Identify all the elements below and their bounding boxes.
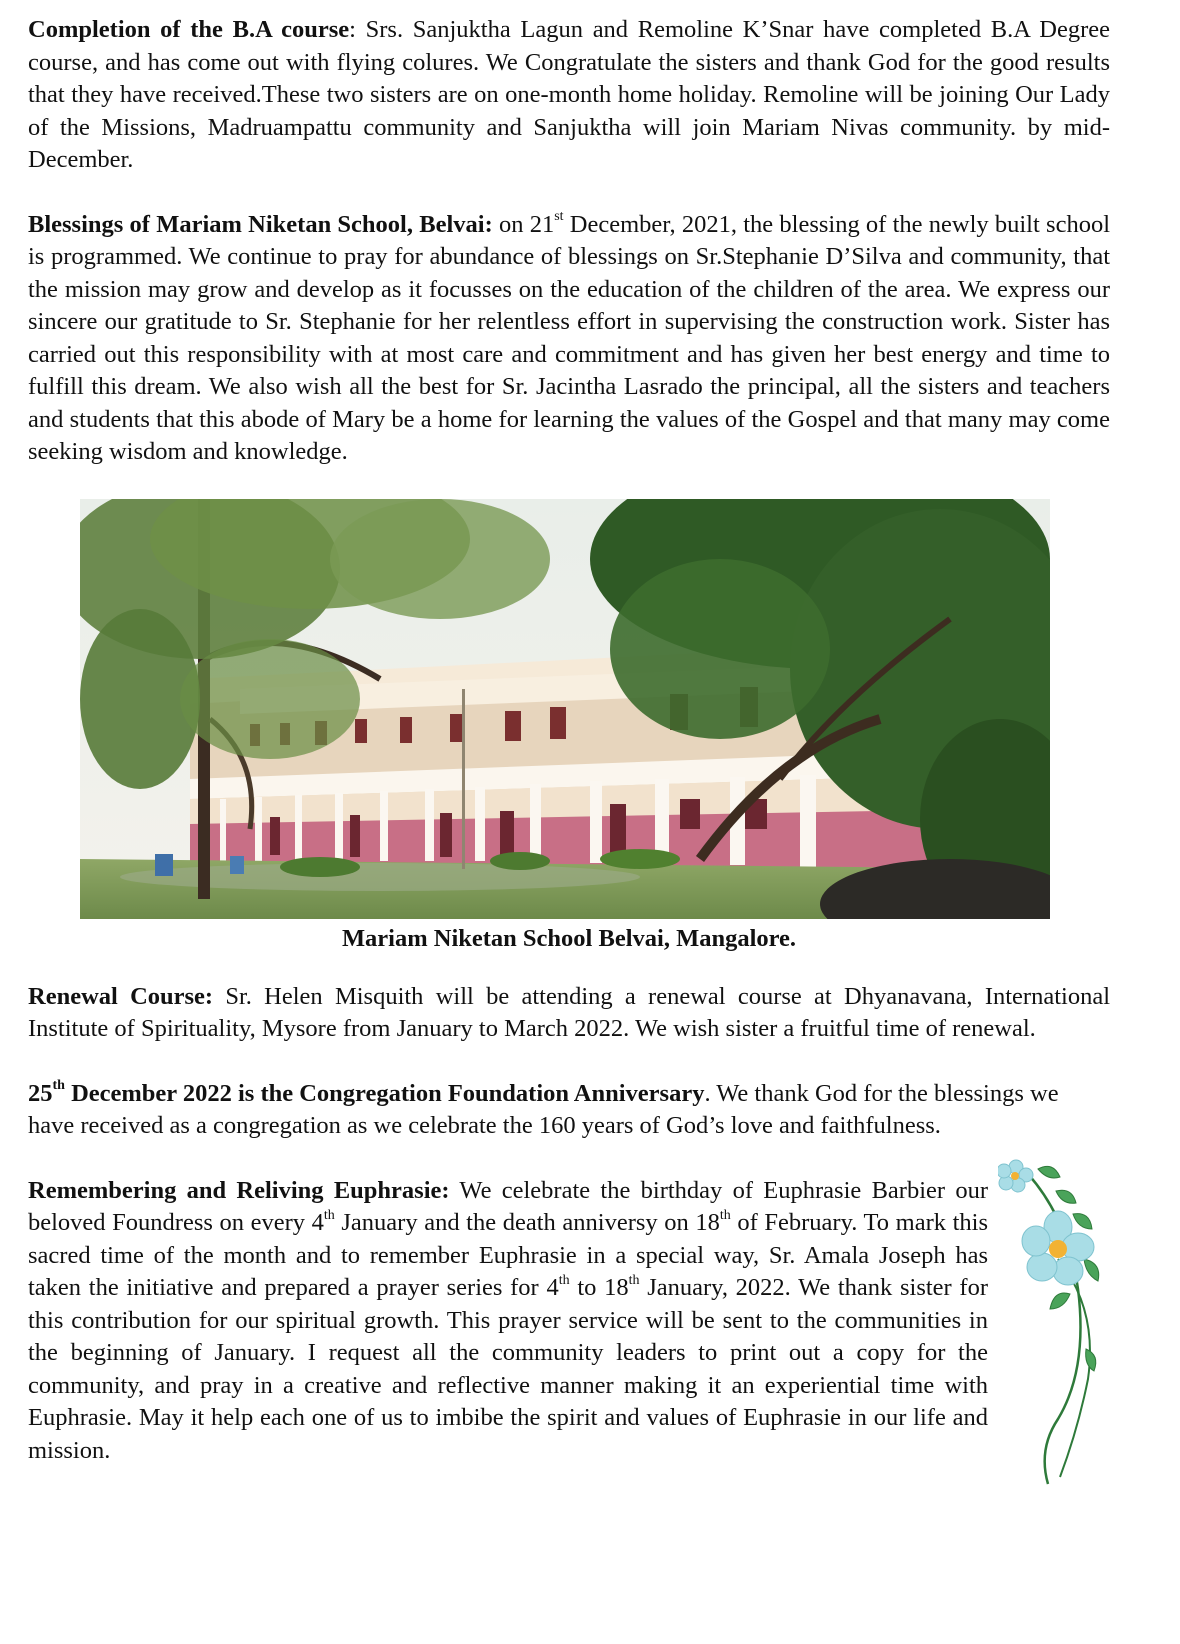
blessings-text-b: December, 2021, the blessing of the newly built school is programmed. We continue to pray for abundance of blessings on Sr.Stephanie D’Silva and community, that the mission may grow and develop as it focusses on the education of the children of the area. We express our sincere our gratitude to Sr. Stephanie for her relentless effort in supervising the construction work. Sister has carried out this responsibility with at most care and commitment and has given her best energy and time to fulfill this dream. We also wish all the best for Sr. Jacintha Lasrado the principal, all the sisters and teachers and students that this abode of Mary be a home for learning the values of the Gospel and that many may come seeking wisdom and knowledge. [28, 210, 1111, 465]
euphrasie-text-b: January and the death anniversy on 18 [334, 1209, 720, 1236]
renewal-text: Sr. Helen Misquith will be attending a renewal course at Dhyanavana, International Institute of Spirituality, Mysore from January to March 2022. We wish sister a fruitful time of renewal. [28, 982, 1110, 1042]
euphrasie-sup-d: th [628, 1272, 640, 1288]
euphrasie-text-a: We celebrate the birthday of Euphrasie Barbier our beloved Foundress on every 4 [28, 1176, 988, 1236]
renewal-paragraph [28, 981, 1110, 1046]
ba-course-heading: Completion of the B.A course [28, 16, 350, 43]
euphrasie-sup-a: th [323, 1207, 335, 1223]
blessings-paragraph [28, 209, 1110, 469]
blessings-heading: Blessings of Mariam Niketan School, Belvai: [28, 210, 493, 238]
blessings-sup: st [554, 209, 564, 225]
document-page [28, 14, 1110, 1467]
euphrasie-text-e: January, 2022. We thank sister for this contribution for our spiritual growth. This prayer service will be sent to the communities in the beginning of January. I request all the community leaders to print out a copy for the community, and pray in a creative and reflective manner making it an experiential time with Euphrasie. May it help each one of us to imbibe the spirit and values of Euphrasie in our life and mission. [28, 1274, 988, 1464]
anniversary-text: . We thank God for the blessings we have received as a congregation as we celebrate the 160 years of God’s love and faithfulness. [28, 1079, 1059, 1139]
ba-course-paragraph [28, 14, 1110, 177]
euphrasie-sup-b: th [719, 1207, 731, 1223]
anniversary-paragraph [28, 1078, 1110, 1143]
euphrasie-heading: Remembering and Reliving Euphrasie: [28, 1176, 450, 1204]
school-photo [80, 499, 1050, 919]
euphrasie-sup-c: th [558, 1272, 570, 1288]
ba-course-text: : Srs. Sanjuktha Lagun and Remoline K’Snar have completed B.A Degree course, and has come out with flying colures. We Congratulate the sisters and thank God for the good results that they have received.These two sisters are on one-month home holiday. Remoline will be joining Our Lady of the Missions, Madruampattu community and Sanjuktha will join Mariam Nivas community. by mid-December. [28, 16, 1110, 173]
school-photo-image [80, 499, 1050, 919]
blessings-text-a: on 21 [492, 210, 555, 238]
euphrasie-text-d: to 18 [569, 1274, 629, 1301]
anniversary-heading-a: 25 [28, 1079, 53, 1107]
renewal-heading: Renewal Course: [28, 982, 214, 1010]
photo-caption: Mariam Niketan School Belvai, Mangalore. [341, 924, 797, 952]
anniversary-sup: th [52, 1078, 65, 1094]
euphrasie-section [28, 1175, 1110, 1468]
euphrasie-text-c: of February. To mark this sacred time of the month and to remember Euphrasie in a special way, Sr. Amala Joseph has taken the initiative and prepared a prayer series for 4 [28, 1209, 988, 1301]
anniversary-heading-b: December 2022 is the Congregation Foundation Anniversary [64, 1079, 705, 1107]
anniversary-heading [28, 1080, 704, 1107]
euphrasie-paragraph [28, 1175, 988, 1468]
flower-illustration [998, 1159, 1110, 1489]
